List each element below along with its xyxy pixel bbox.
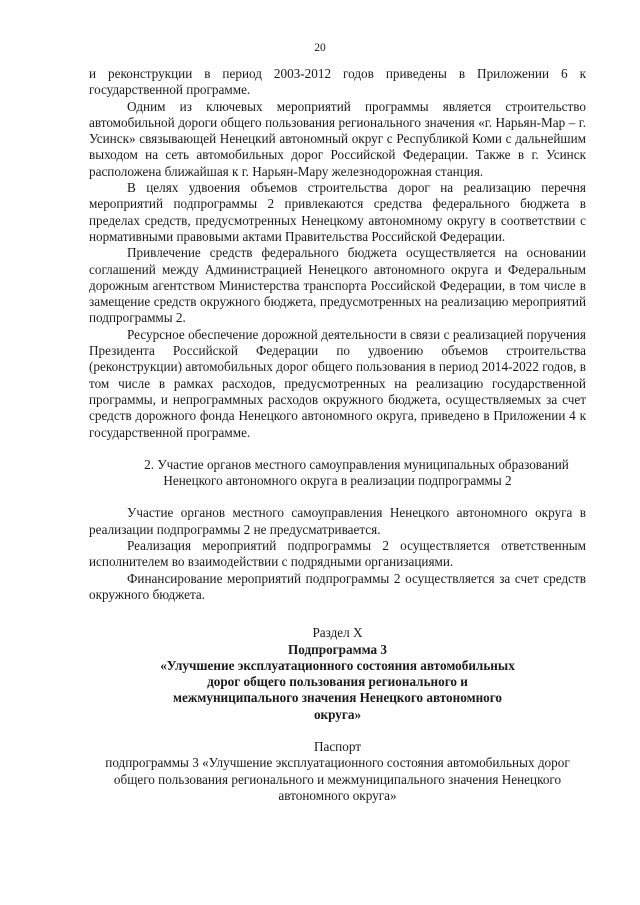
paragraph-federal-agreements: Привлечение средств федерального бюджета осуществляется на основании соглашений между Администрацией Ненецкого автономного округа и Федеральным дорожным агентством Министерства транспорта Российской Федерации, в том числе в замещение средств окружного бюджета, предусмотренных на реализацию мероприятий подпрограммы 2. [89,245,586,326]
section-2-heading: 2. Участие органов местного самоуправления муниципальных образований Ненецкого автономного округа в реализации подпрограммы 2 [144,456,569,489]
paragraph-local-participation: Участие органов местного самоуправления Ненецкого автономного округа в реализации подпрограммы 2 не предусматривается. [89,505,586,537]
passport-subtitle [89,755,586,804]
passport-subtitle-line: общего пользования регионального и межмуниципального значения Ненецкого [113,771,562,787]
page-number: 20 [314,42,326,54]
subprogram-title-line: дорог общего пользования регионального и [207,674,468,690]
subprogram-title-line: «Улучшение эксплуатационного состояния автомобильных [160,657,515,673]
passport-title: Паспорт [313,738,362,754]
paragraph-resource-provision: Ресурсное обеспечение дорожной деятельности в связи с реализацией поручения Президента Российской Федерации по удвоению объемов строительства (реконструкции) автомобильных дорог общего пользования в период 2014-2022 годов, в том числе в рамках расходов, предусмотренных на реализацию государственной программы, и непрограммных расходов окружного бюджета, осуществляемых за счет средств дорожного фонда Ненецкого автономного округа, приведено в Приложении 4 к государственной программе. [89,326,586,440]
paragraph-financing: Финансирование мероприятий подпрограммы 2 осуществляется за счет средств окружного бюджета. [89,570,586,602]
paragraph-key-activity: Одним из ключевых мероприятий программы является строительство автомобильной дороги общего пользования регионального значения «г. Нарьян-Мар – г. Усинск» связывающей Ненецкий автономный округ с Республикой Коми с дальнейшим выходом на сеть автомобильных дорог Российской Федерации. Также в г. Усинск расположена ближайшая к г. Нарьян-Мару железнодорожная станция. [89,98,586,179]
paragraph-continuation: и реконструкции в период 2003-2012 годов приведены в Приложении 6 к государственной программе. [89,66,586,98]
subprogram-title-line: межмуниципального значения Ненецкого автономного [172,690,503,706]
subprogram-title [89,642,586,723]
razdel-label: Раздел X [312,625,363,641]
subprogram-title-line: Подпрограмма 3 [288,641,387,657]
paragraph-implementation: Реализация мероприятий подпрограммы 2 осуществляется ответственным исполнителем во взаимодействии с подрядными организациями. [89,538,586,570]
document-body [89,66,586,804]
paragraph-federal-budget-attraction: В целях удвоения объемов строительства дорог на реализацию перечня мероприятий подпрограммы 2 привлекаются средства федерального бюджета в пределах средств, предусмотренных Ненецкому автономному округу в соответствии с нормативными правовыми актами Правительства Российской Федерации. [89,180,586,244]
passport-subtitle-line: автономного округа» [278,787,397,803]
subprogram-title-line: округа» [313,706,362,722]
passport-subtitle-line: подпрограммы 3 «Улучшение эксплуатационного состояния автомобильных дорог [105,755,570,771]
